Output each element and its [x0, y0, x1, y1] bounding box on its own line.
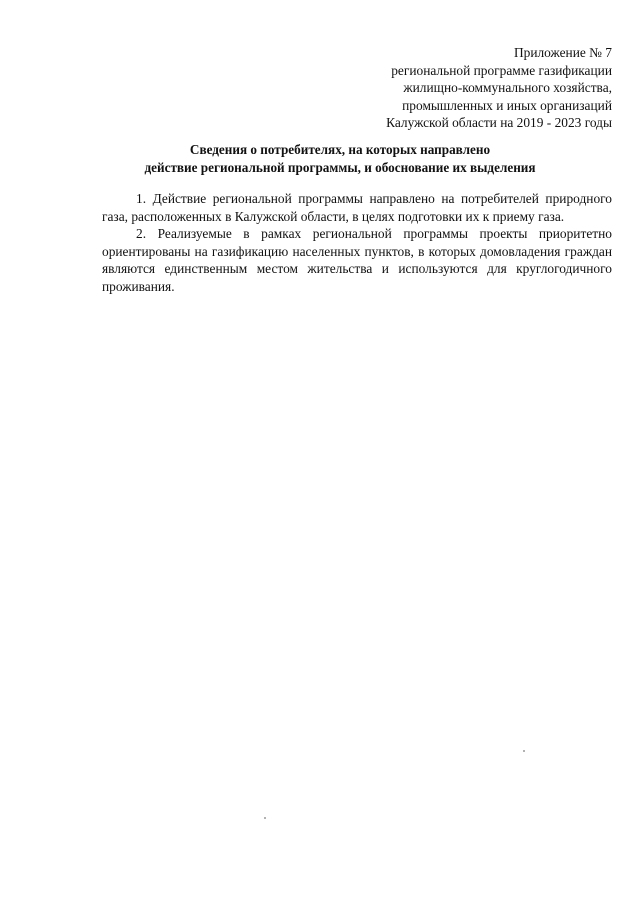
- paragraph-1: [68, 190, 612, 225]
- scan-speck: [264, 817, 266, 819]
- title-line-2: действие региональной программы, и обоснование их выделения: [144, 159, 536, 175]
- document-title: [60, 141, 620, 176]
- paragraph-2-line-2: ориентированы на газификацию населенных пунктов, в которых домовладения граждан: [102, 243, 612, 259]
- appendix-header: [312, 44, 612, 132]
- appendix-housing-line: жилищно-коммунального хозяйства,: [403, 80, 612, 96]
- appendix-region-years-line: Калужской области на 2019 - 2023 годы: [386, 115, 612, 131]
- appendix-number: Приложение № 7: [513, 45, 612, 60]
- paragraph-2-line-4: проживания.: [102, 278, 175, 294]
- document-body: [68, 190, 612, 296]
- scan-speck: [523, 750, 525, 752]
- paragraph-2: [68, 225, 612, 295]
- appendix-organizations-line: промышленных и иных организаций: [402, 97, 612, 113]
- paragraph-2-line-3: являются единственным местом жительства и используются для круглогодичного: [102, 261, 612, 277]
- appendix-program-line: региональной программе газификации: [391, 62, 612, 78]
- paragraph-1-line-2: газа, расположенных в Калужской области, в целях подготовки их к приему газа.: [102, 208, 565, 224]
- paragraph-2-line-1: 2. Реализуемые в рамках региональной программы проекты приоритетно: [136, 226, 612, 242]
- paragraph-1-line-1: 1. Действие региональной программы направлено на потребителей природного: [136, 191, 612, 206]
- title-line-1: Сведения о потребителях, на которых направлено: [189, 142, 491, 157]
